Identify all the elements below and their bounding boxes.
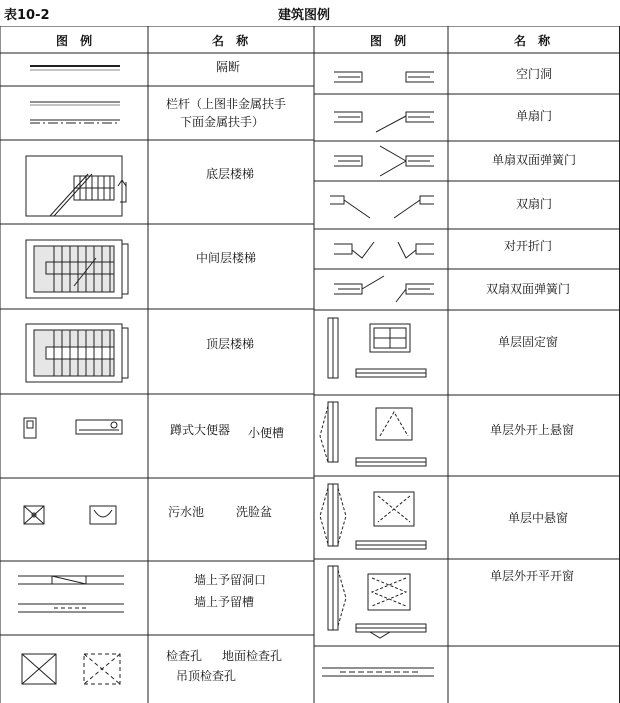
- casement-window-symbol: [328, 566, 426, 638]
- name-casement-window: 单层外开平开窗: [490, 569, 575, 583]
- name-ceiling-inspection-hole: 吊顶检查孔: [176, 669, 237, 683]
- legend-table: [0, 26, 620, 703]
- header-name-left: 名 称: [212, 34, 253, 48]
- empty-door-opening-symbol: [334, 72, 434, 82]
- single-door-symbol: [334, 112, 434, 132]
- wall-opening-symbol: [18, 576, 124, 584]
- name-top-hung-window: 单层外开上悬窗: [490, 423, 575, 437]
- center-pivot-window-symbol: [320, 484, 426, 549]
- name-urinal: 小便槽: [248, 426, 285, 440]
- table-number: 表10-2: [4, 8, 50, 23]
- name-railing-line2: 下面金属扶手）: [180, 115, 265, 129]
- railing-symbol: [30, 102, 120, 123]
- double-leaf-double-spring-door-symbol: [334, 276, 434, 302]
- name-stair-middle: 中间层楼梯: [196, 251, 257, 265]
- name-railing-line1: 栏杆（上图非金属扶手: [166, 97, 287, 111]
- name-inspection-hole: 检查孔: [166, 649, 203, 663]
- header-name-right: 名 称: [514, 34, 555, 48]
- name-stair-top: 顶层楼梯: [206, 337, 255, 351]
- header-legend-right: 图 例: [370, 34, 411, 48]
- header-legend-left: 图 例: [56, 34, 97, 48]
- name-wall-groove: 墙上予留槽: [194, 595, 255, 609]
- ground-floor-stair-symbol: [26, 156, 126, 216]
- middle-floor-stair-symbol: [26, 240, 128, 298]
- wall-window-symbol: [322, 668, 434, 676]
- top-floor-stair-symbol: [26, 324, 128, 382]
- name-fixed-window: 单层固定窗: [498, 335, 559, 349]
- name-single-double-spring-door: 单扇双面弹簧门: [492, 153, 577, 167]
- double-door-symbol: [330, 196, 434, 218]
- squat-toilet-symbol: [24, 418, 36, 438]
- partition-symbol: [30, 66, 120, 70]
- name-empty-door-opening: 空门洞: [516, 67, 553, 81]
- name-washbasin: 洗脸盆: [236, 505, 273, 519]
- name-stair-ground: 底层楼梯: [206, 167, 255, 181]
- name-single-door: 单扇门: [516, 109, 553, 123]
- single-double-spring-door-symbol: [334, 146, 434, 176]
- name-squat-toilet: 蹲式大便器: [170, 423, 231, 437]
- name-double-leaf-double-spring-door: 双扇双面弹簧门: [486, 282, 571, 296]
- ceiling-inspection-hole-symbol: [84, 654, 120, 684]
- name-folding-door: 对开折门: [504, 239, 553, 253]
- washbasin-symbol: [90, 506, 116, 524]
- table-title: 建筑图例: [278, 8, 331, 23]
- name-double-door: 双扇门: [516, 197, 553, 211]
- name-partition: 隔断: [216, 60, 241, 74]
- fixed-window-symbol: [328, 318, 426, 378]
- name-sewage-sink: 污水池: [168, 505, 205, 519]
- legend-grid: [0, 26, 620, 703]
- name-floor-inspection-hole: 地面检查孔: [222, 649, 283, 663]
- inspection-hole-symbol: [22, 654, 56, 684]
- name-center-pivot-window: 单层中悬窗: [508, 511, 569, 525]
- name-wall-opening: 墙上予留洞口: [194, 573, 267, 587]
- sewage-sink-symbol: [24, 506, 44, 524]
- top-hung-window-symbol: [320, 402, 426, 466]
- wall-groove-symbol: [18, 604, 124, 612]
- folding-door-symbol: [334, 242, 434, 258]
- urinal-symbol: [76, 420, 122, 434]
